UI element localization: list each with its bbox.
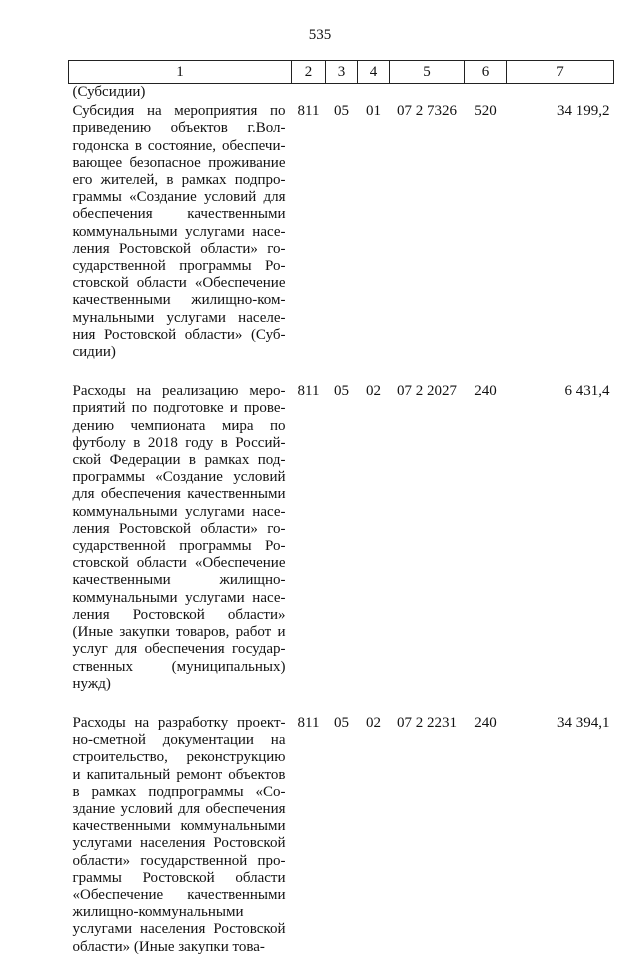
description-line: вающее безопасное проживание bbox=[72, 154, 286, 171]
subsection-code: 02 bbox=[366, 714, 381, 731]
table-row bbox=[69, 715, 614, 956]
section-code: 05 bbox=[334, 383, 349, 400]
description-line: ственных (муниципальных) bbox=[72, 658, 286, 675]
section-code: 05 bbox=[334, 103, 349, 120]
description-line: Расходы на разработку проект- bbox=[72, 714, 286, 731]
ministry-code: 811 bbox=[297, 714, 320, 731]
description-line: сударственной программы Ро- bbox=[72, 538, 286, 555]
column-header: 4 bbox=[358, 61, 390, 84]
description-line: ления Ростовской области» го- bbox=[72, 520, 286, 537]
table-body bbox=[69, 84, 614, 956]
row-spacer bbox=[69, 693, 614, 715]
subsection-code: 02 bbox=[366, 383, 381, 400]
description-line: (Субсидии) bbox=[72, 84, 146, 100]
description-line: (Иные закупки товаров, работ и bbox=[72, 624, 286, 641]
section-code: 05 bbox=[334, 714, 349, 731]
description-line: его жителей, в рамках подпро- bbox=[72, 172, 286, 189]
section-code bbox=[326, 84, 358, 102]
description-line: коммунальными услугами насе- bbox=[72, 589, 286, 606]
description-line: Субсидия на мероприятия по bbox=[72, 103, 286, 120]
description-line: и капитальный ремонт объектов bbox=[72, 766, 286, 783]
description-line: ской Федерации в рамках под- bbox=[72, 452, 286, 469]
description-line: «Обеспечение качественными bbox=[72, 886, 286, 903]
description-line: стовской области «Обеспечение bbox=[72, 555, 286, 572]
amount-value bbox=[507, 84, 614, 102]
column-header: 2 bbox=[292, 61, 326, 84]
description-line: приятий по подготовке и прове- bbox=[72, 400, 286, 417]
target-article-code: 07 2 2027 bbox=[397, 383, 457, 400]
description-line: граммы Ростовской области bbox=[72, 869, 286, 886]
description-line: мунальными услугами населе- bbox=[72, 309, 286, 326]
description-line: дению чемпионата мира по bbox=[72, 417, 286, 434]
description-line: области» государственной про- bbox=[72, 852, 286, 869]
subsection-code: 01 bbox=[366, 103, 381, 120]
description-line: качественными коммунальными bbox=[72, 818, 286, 835]
description-line: услуг для обеспечения государ- bbox=[72, 641, 286, 658]
description-line: в рамках подпрограммы «Со- bbox=[72, 783, 286, 800]
ministry-code: 811 bbox=[297, 103, 320, 120]
table-row bbox=[69, 383, 614, 693]
target-article-code bbox=[390, 84, 465, 102]
description-line: годонска в состояние, обеспечи- bbox=[72, 137, 286, 154]
description-line: услугами населения Ростовской bbox=[72, 835, 286, 852]
description-line: ления Ростовской области» го- bbox=[72, 240, 286, 257]
column-header: 6 bbox=[465, 61, 507, 84]
table-row bbox=[69, 84, 614, 102]
amount-value: 6 431,4 bbox=[564, 383, 610, 400]
ministry-code: 811 bbox=[297, 383, 320, 400]
expense-type-code bbox=[465, 84, 507, 102]
description-line: Расходы на реализацию меро- bbox=[72, 383, 286, 400]
table-row bbox=[69, 101, 614, 361]
description-line: качественными жилищно- bbox=[72, 572, 286, 589]
expense-type-code: 520 bbox=[474, 103, 497, 120]
description-line: программы «Создание условий bbox=[72, 469, 286, 486]
page-number: 535 bbox=[308, 27, 332, 43]
description-line: нужд) bbox=[72, 675, 111, 692]
description-line: области» (Иные закупки това- bbox=[72, 938, 265, 955]
row-spacer bbox=[69, 361, 614, 383]
row-description bbox=[69, 383, 292, 693]
subsection-code bbox=[358, 84, 390, 102]
description-line: приведению объектов г.Вол- bbox=[72, 120, 286, 137]
description-line: обеспечения качественными bbox=[72, 206, 286, 223]
description-line: услугами населения Ростовской bbox=[72, 921, 286, 938]
table-header bbox=[69, 61, 614, 84]
description-line: но-сметной документации на bbox=[72, 732, 286, 749]
row-description bbox=[69, 84, 292, 102]
column-header: 5 bbox=[390, 61, 465, 84]
target-article-code: 07 2 7326 bbox=[397, 103, 457, 120]
row-description bbox=[69, 101, 292, 361]
column-header: 7 bbox=[507, 61, 614, 84]
ministry-code bbox=[292, 84, 326, 102]
description-line: стовской области «Обеспечение bbox=[72, 275, 286, 292]
amount-value: 34 199,2 bbox=[557, 103, 610, 120]
description-line: здание условий для обеспечения bbox=[72, 800, 286, 817]
description-line: футболу в 2018 году в Россий- bbox=[72, 434, 286, 451]
description-line: коммунальными услугами насе- bbox=[72, 223, 286, 240]
amount-value: 34 394,1 bbox=[557, 714, 610, 731]
description-line: ления Ростовской области» bbox=[72, 606, 286, 623]
description-line: жилищно-коммунальными bbox=[72, 904, 244, 921]
description-line: сударственной программы Ро- bbox=[72, 258, 286, 275]
description-line: качественными жилищно-ком- bbox=[72, 292, 286, 309]
budget-table bbox=[68, 60, 614, 956]
description-line: для обеспечения качественными bbox=[72, 486, 286, 503]
description-line: строительство, реконструкцию bbox=[72, 749, 286, 766]
column-header: 1 bbox=[69, 61, 292, 84]
column-header: 3 bbox=[326, 61, 358, 84]
target-article-code: 07 2 2231 bbox=[397, 714, 457, 731]
expense-type-code: 240 bbox=[474, 383, 497, 400]
description-line: ния Ростовской области» (Суб- bbox=[72, 326, 286, 343]
description-line: граммы «Создание условий для bbox=[72, 189, 286, 206]
description-line: сидии) bbox=[72, 344, 116, 361]
expense-type-code: 240 bbox=[474, 714, 497, 731]
description-line: коммунальными услугами насе- bbox=[72, 503, 286, 520]
row-description bbox=[69, 715, 292, 956]
